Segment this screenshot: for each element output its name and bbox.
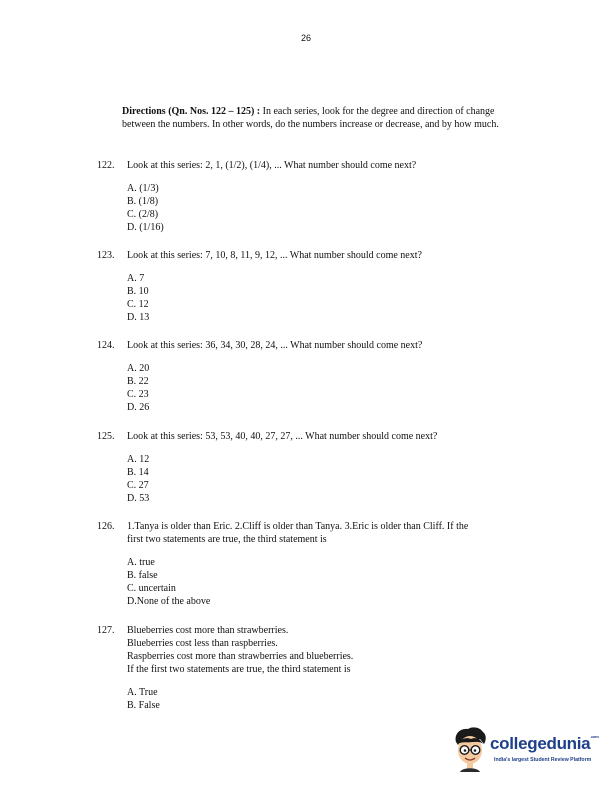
option: A. 20 — [127, 363, 150, 374]
option: B. (1/8) — [127, 196, 159, 207]
collegedunia-logo — [452, 726, 602, 776]
option: C. (2/8) — [127, 209, 159, 220]
directions-label: Directions (Qn. Nos. 122 – 125) : — [122, 106, 261, 117]
question-number: 124. — [97, 340, 115, 351]
mascot-face-icon — [452, 726, 488, 772]
stem-line: first two statements are true, the third statement is — [127, 534, 327, 545]
stem-line: Look at this series: 36, 34, 30, 28, 24, ... What number should come next? — [127, 340, 423, 351]
logo-tagline: India's largest Student Review Platform — [494, 757, 592, 763]
option: B. 10 — [127, 286, 149, 297]
stem-line: Look at this series: 7, 10, 8, 11, 9, 12, ... What number should come next? — [127, 250, 422, 261]
option-list — [127, 453, 527, 505]
question-stem — [127, 520, 527, 546]
question-126 — [97, 520, 527, 608]
option: D. (1/16) — [127, 222, 164, 233]
question-stem — [127, 249, 527, 262]
logo-domain-suffix: .com — [590, 734, 599, 739]
page-number: 26 — [300, 33, 311, 43]
logo-wordmark — [490, 734, 598, 754]
question-122 — [97, 159, 527, 234]
option: D. 13 — [127, 312, 150, 323]
question-stem — [127, 159, 527, 172]
logo-name: collegedunia — [490, 734, 591, 753]
option: B. 22 — [127, 376, 149, 387]
option: A. 7 — [127, 273, 145, 284]
option: A. true — [127, 557, 155, 568]
question-127 — [97, 624, 527, 712]
question-123 — [97, 249, 527, 324]
option-list — [127, 556, 527, 608]
option-list — [127, 362, 527, 414]
option: C. 23 — [127, 389, 149, 400]
option: B. false — [127, 570, 158, 581]
directions-text: In each series, look for the degree and direction of change between the numbers. In other words, do the numbers increase or decrease, and by how much. — [122, 106, 499, 130]
question-number: 125. — [97, 431, 115, 442]
option: B. False — [127, 700, 160, 711]
option: D. 53 — [127, 493, 150, 504]
stem-line: If the first two statements are true, the third statement is — [127, 664, 351, 675]
question-stem — [127, 624, 527, 676]
question-number: 122. — [97, 160, 115, 171]
directions — [122, 105, 527, 131]
question-stem — [127, 339, 527, 352]
option-list — [127, 182, 527, 234]
option: D. 26 — [127, 402, 150, 413]
stem-line: 1.Tanya is older than Eric. 2.Cliff is older than Tanya. 3.Eric is older than Cliff. If the — [127, 521, 469, 532]
stem-line: Blueberries cost more than strawberries. — [127, 625, 289, 636]
stem-line: Look at this series: 53, 53, 40, 40, 27, 27, ... What number should come next? — [127, 431, 438, 442]
question-124 — [97, 339, 527, 414]
question-125 — [97, 430, 527, 505]
question-stem — [127, 430, 527, 443]
stem-line: Raspberries cost more than strawberries and blueberries. — [127, 651, 354, 662]
option: B. 14 — [127, 467, 149, 478]
question-number: 126. — [97, 521, 115, 532]
option: C. 27 — [127, 480, 149, 491]
option-list — [127, 272, 527, 324]
stem-line: Look at this series: 2, 1, (1/2), (1/4), ... What number should come next? — [127, 160, 417, 171]
option: C. uncertain — [127, 583, 176, 594]
option: A. 12 — [127, 454, 150, 465]
option: C. 12 — [127, 299, 149, 310]
option: D.None of the above — [127, 596, 211, 607]
question-number: 127. — [97, 625, 115, 636]
option-list — [127, 686, 527, 712]
option: A. True — [127, 687, 158, 698]
stem-line: Blueberries cost less than raspberries. — [127, 638, 278, 649]
question-number: 123. — [97, 250, 115, 261]
option: A. (1/3) — [127, 183, 159, 194]
